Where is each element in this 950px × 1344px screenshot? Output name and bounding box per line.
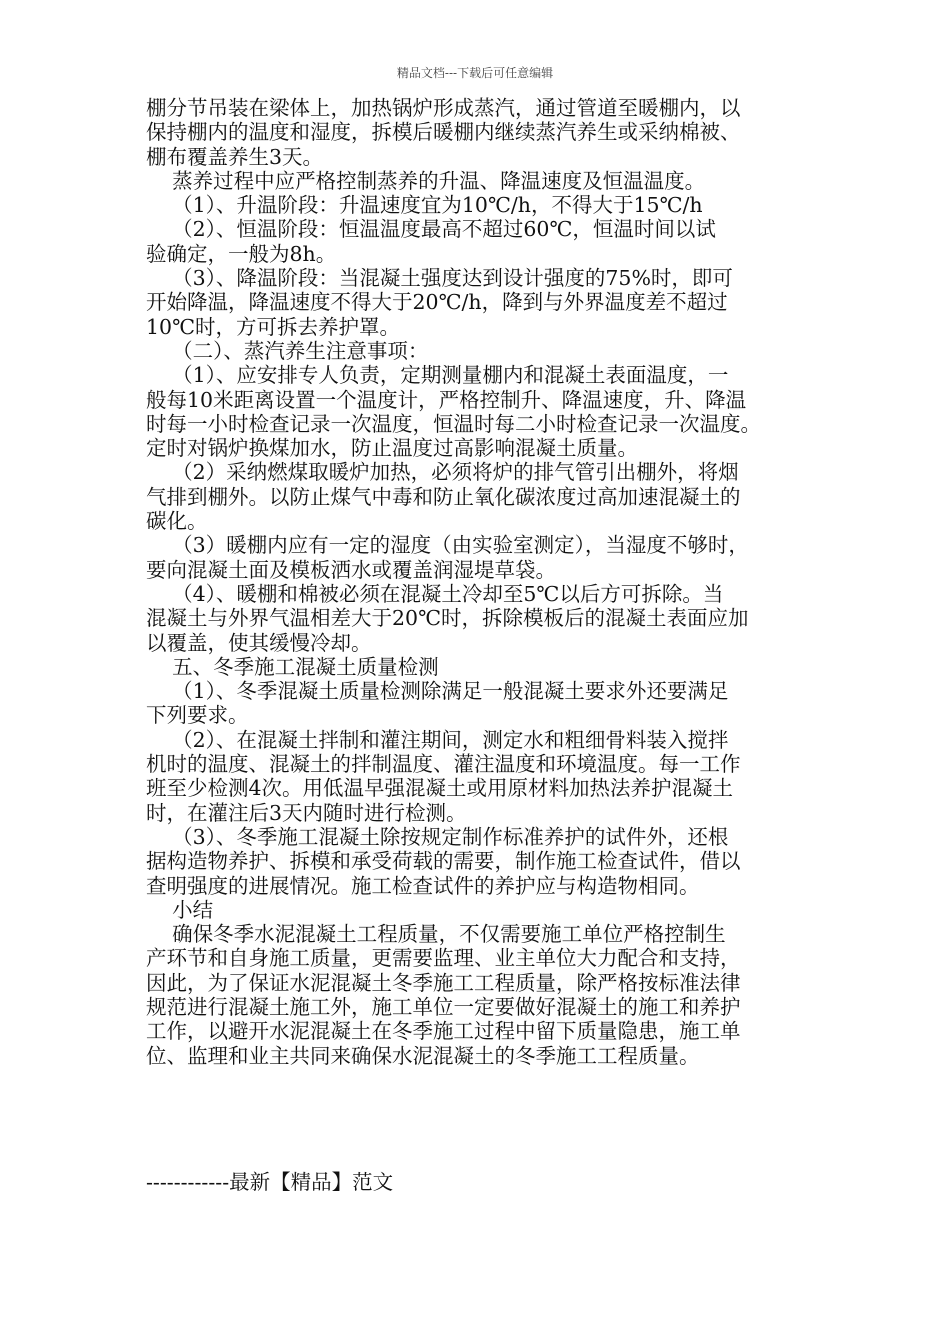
text-line: 定时对锅炉换煤加水，防止温度过高影响混凝土质量。 <box>146 436 638 461</box>
text-line: 规范进行混凝土施工外，施工单位一定要做好混凝土的施工和养护 <box>146 994 741 1019</box>
text-line: （2）、在混凝土拌制和灌注期间，测定水和粗细骨料装入搅拌 <box>146 727 729 752</box>
text-line: 查明强度的进展情况。施工检查试件的养护应与构造物相同。 <box>146 873 700 898</box>
text-line: 机时的温度、混凝土的拌制温度、灌注温度和环境温度。每一工作 <box>146 752 741 777</box>
text-line: 般每10米距离设置一个温度计，严格控制升、降温速度，升、降温 <box>146 387 747 412</box>
text-line: （4）、暖棚和棉被必须在混凝土冷却至5℃以后方可拆除。当 <box>146 581 724 606</box>
text-line: （3）、冬季施工混凝土除按规定制作标准养护的试件外，还根 <box>146 824 729 849</box>
text-line: 开始降温，降温速度不得大于20℃/h，降到与外界温度差不超过 <box>146 290 728 315</box>
text-line: 以覆盖，使其缓慢冷却。 <box>146 630 372 655</box>
text-line: （2）采纳燃煤取暖炉加热，必须将炉的排气管引出棚外，将烟 <box>146 460 739 485</box>
text-line: 棚分节吊装在梁体上，加热锅炉形成蒸汽，通过管道至暖棚内，以 <box>146 96 741 120</box>
text-line: 混凝土与外界气温相差大于20℃时，拆除模板后的混凝土表面应加 <box>146 606 749 631</box>
text-line: （3）、降温阶段：当混凝土强度达到设计强度的75%时，即可 <box>146 266 733 291</box>
text-line: 据构造物养护、拆模和承受荷载的需要，制作施工检查试件，借以 <box>146 849 741 874</box>
page-footer: ------------最新【精品】范文 <box>146 1170 394 1194</box>
text-line: 验确定，一般为8h。 <box>146 241 337 266</box>
document-body <box>146 96 814 1068</box>
text-line: 要向混凝土面及模板洒水或覆盖润湿堤草袋。 <box>146 557 556 582</box>
text-line: （3）暖棚内应有一定的湿度（由实验室测定），当湿度不够时， <box>146 533 749 558</box>
text-line: 产环节和自身施工质量，更需要监理、业主单位大力配合和支持， <box>146 946 741 971</box>
text-line: （1）、应安排专人负责，定期测量棚内和混凝土表面温度，一 <box>146 363 729 388</box>
text-line: 因此，为了保证水泥混凝土冬季施工工程质量，除严格按标准法律 <box>146 970 741 995</box>
text-line: 10℃时，方可拆去养护罩。 <box>146 314 401 339</box>
text-line: 碳化。 <box>146 509 208 534</box>
text-line: 保持棚内的温度和湿度，拆模后暖棚内继续蒸汽养生或采纳棉被、 <box>146 120 741 145</box>
text-line: （1）、升温阶段：升温速度宜为10℃/h，不得大于15℃/h <box>146 193 703 218</box>
text-line: 位、监理和业主共同来确保水泥混凝土的冬季施工工程质量。 <box>146 1043 700 1068</box>
text-line: （1）、冬季混凝土质量检测除满足一般混凝土要求外还要满足 <box>146 679 729 704</box>
text-line: 下列要求。 <box>146 703 249 728</box>
text-line: 小结 <box>146 897 214 922</box>
text-line: 确保冬季水泥混凝土工程质量，不仅需要施工单位严格控制生 <box>146 922 726 947</box>
page-header: 精品文档---下载后可任意编辑 <box>396 66 554 80</box>
text-line: 时每一小时检查记录一次温度，恒温时每二小时检查记录一次温度。 <box>146 411 761 436</box>
text-line: （二）、蒸汽养生注意事项： <box>146 338 429 363</box>
text-line: 蒸养过程中应严格控制蒸养的升温、降温速度及恒温温度。 <box>146 168 706 193</box>
text-line: （2）、恒温阶段：恒温温度最高不超过60℃，恒温时间以试 <box>146 217 716 242</box>
text-line: 气排到棚外。以防止煤气中毒和防止氧化碳浓度过高加速混凝土的 <box>146 484 741 509</box>
text-line: 班至少检测4次。用低温早强混凝土或用原材料加热法养护混凝土 <box>146 776 734 801</box>
text-line: 五、冬季施工混凝土质量检测 <box>146 654 439 679</box>
text-line: 工作，以避开水泥混凝土在冬季施工过程中留下质量隐患，施工单 <box>146 1019 741 1044</box>
text-line: 时，在灌注后3天内随时进行检测。 <box>146 800 467 825</box>
text-line: 棚布覆盖养生3天。 <box>146 144 324 169</box>
